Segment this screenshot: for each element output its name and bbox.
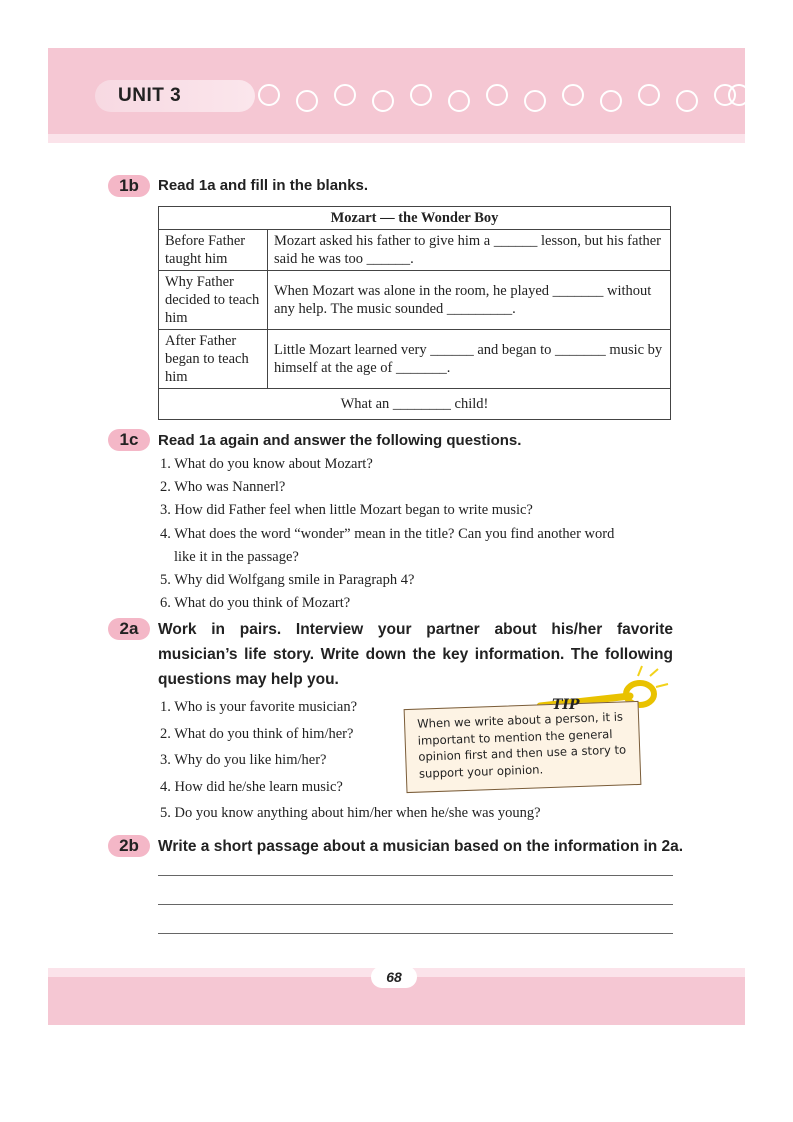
- section-heading-2a: Work in pairs. Interview your partner about his/her favorite musician’s life story. Write down the key information. The following questions may help you.: [158, 621, 673, 688]
- tip-text: When we write about a person, it is important to mention the general opinion first and then use a story to support your opinion.: [416, 709, 627, 781]
- answer-line: [158, 875, 673, 876]
- section-badge-1b: 1b: [108, 175, 150, 197]
- table-title: Mozart — the Wonder Boy: [159, 207, 671, 230]
- section-heading-1c: Read 1a again and answer the following questions.: [158, 432, 522, 449]
- section-heading-2b: Write a short passage about a musician based on the information in 2a.: [158, 838, 684, 855]
- list-item: 4. What does the word “wonder” mean in the title? Can you find another word: [160, 525, 615, 542]
- answer-line: [158, 904, 673, 905]
- row-label: Why Father decided to teach him: [159, 271, 268, 330]
- list-item: 1. Who is your favorite musician?: [160, 699, 358, 715]
- table-row: [159, 230, 671, 271]
- section-badge-1c: 1c: [108, 429, 150, 451]
- question-list-1c: [160, 453, 614, 615]
- list-item: 2. Who was Nannerl?: [160, 479, 286, 496]
- unit-title: UNIT 3: [118, 85, 182, 106]
- section-badge-2a: 2a: [108, 618, 150, 640]
- header-strip: [48, 134, 745, 143]
- row-label: After Father began to teach him: [159, 330, 268, 389]
- row-text: Little Mozart learned very ______ and began to _______ music by himself at the age of _______.: [268, 330, 671, 389]
- list-item: 1. What do you know about Mozart?: [160, 456, 373, 472]
- answer-line: [158, 933, 673, 934]
- list-item: 2. What do you think of him/her?: [160, 725, 354, 742]
- row-text: Mozart asked his father to give him a ______ lesson, but his father said he was too ______.: [268, 230, 671, 271]
- list-item: 4. How did he/she learn music?: [160, 778, 343, 795]
- row-label: Before Father taught him: [159, 230, 268, 271]
- list-item: 5. Do you know anything about him/her when he/she was young?: [160, 805, 541, 821]
- section-badge-2b: 2b: [108, 835, 150, 857]
- mozart-table: [158, 206, 671, 420]
- table-row: [159, 271, 671, 330]
- list-item: 3. Why do you like him/her?: [160, 752, 327, 768]
- page-number: 68: [371, 966, 417, 988]
- table-final-row: What an ________ child!: [159, 389, 671, 420]
- decorative-rings: [258, 82, 745, 112]
- row-text: When Mozart was alone in the room, he played _______ without any help. The music sounded _________.: [268, 271, 671, 330]
- table-row: [159, 330, 671, 389]
- list-item: 3. How did Father feel when little Mozart began to write music?: [160, 502, 533, 519]
- list-item: 5. Why did Wolfgang smile in Paragraph 4?: [160, 572, 415, 589]
- list-item: 6. What do you think of Mozart?: [160, 595, 351, 612]
- section-heading-1b: Read 1a and fill in the blanks.: [158, 177, 369, 194]
- tip-label: TIP: [552, 697, 580, 713]
- list-item: like it in the passage?: [174, 548, 299, 565]
